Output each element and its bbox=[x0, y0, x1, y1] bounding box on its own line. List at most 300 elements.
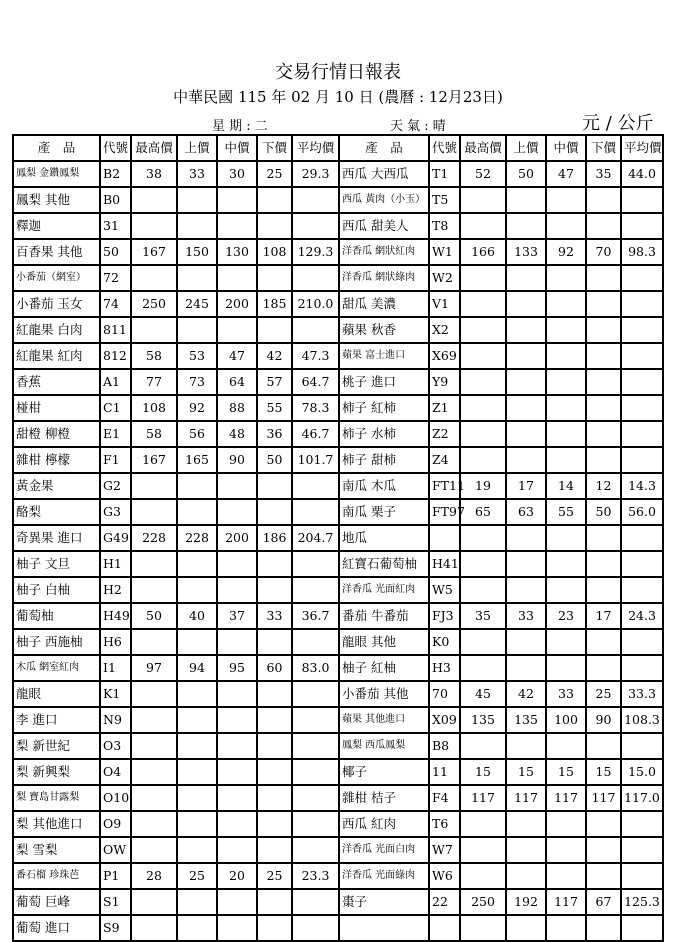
mid-price-cell bbox=[217, 499, 257, 525]
max-price-cell bbox=[460, 837, 506, 863]
upper-price-cell bbox=[177, 499, 217, 525]
max-price-cell: 28 bbox=[131, 863, 177, 889]
column-header: 平均價 bbox=[621, 135, 663, 161]
max-price-cell bbox=[131, 681, 177, 707]
avg-price-cell bbox=[292, 629, 339, 655]
avg-price-cell bbox=[621, 395, 663, 421]
mid-price-cell bbox=[217, 837, 257, 863]
avg-price-cell bbox=[621, 369, 663, 395]
column-header: 下價 bbox=[257, 135, 292, 161]
mid-price-cell bbox=[217, 759, 257, 785]
table-row bbox=[13, 733, 663, 759]
max-price-cell bbox=[460, 395, 506, 421]
lower-price-cell bbox=[586, 655, 621, 681]
code-cell: 11 bbox=[429, 759, 460, 785]
max-price-cell bbox=[131, 811, 177, 837]
unit-label: 元 / 公斤 bbox=[582, 113, 654, 134]
lower-price-cell bbox=[257, 265, 292, 291]
upper-price-cell bbox=[177, 707, 217, 733]
table-row bbox=[13, 421, 663, 447]
upper-price-cell bbox=[506, 655, 546, 681]
mid-price-cell bbox=[217, 317, 257, 343]
product-cell: 柿子 水柿 bbox=[339, 421, 429, 447]
table-row bbox=[13, 239, 663, 265]
max-price-cell: 19 bbox=[460, 473, 506, 499]
mid-price-cell bbox=[217, 187, 257, 213]
code-cell: S9 bbox=[100, 915, 131, 941]
table-row bbox=[13, 395, 663, 421]
code-cell: Z2 bbox=[429, 421, 460, 447]
code-cell: T6 bbox=[429, 811, 460, 837]
mid-price-cell bbox=[546, 343, 586, 369]
product-cell: 洋香瓜 光面白肉 bbox=[339, 837, 429, 863]
lower-price-cell: 42 bbox=[257, 343, 292, 369]
mid-price-cell bbox=[546, 837, 586, 863]
mid-price-cell: 64 bbox=[217, 369, 257, 395]
avg-price-cell: 125.3 bbox=[621, 889, 663, 915]
code-cell: H41 bbox=[429, 551, 460, 577]
column-header: 產 品 bbox=[339, 135, 429, 161]
max-price-cell bbox=[131, 733, 177, 759]
upper-price-cell: 245 bbox=[177, 291, 217, 317]
lower-price-cell bbox=[586, 291, 621, 317]
avg-price-cell: 210.0 bbox=[292, 291, 339, 317]
column-header: 中價 bbox=[217, 135, 257, 161]
upper-price-cell bbox=[506, 915, 546, 941]
product-cell: 鳳梨 西瓜鳳梨 bbox=[339, 733, 429, 759]
code-cell: O3 bbox=[100, 733, 131, 759]
mid-price-cell bbox=[217, 265, 257, 291]
product-cell: 柿子 甜柿 bbox=[339, 447, 429, 473]
lower-price-cell bbox=[586, 447, 621, 473]
mid-price-cell bbox=[546, 213, 586, 239]
mid-price-cell bbox=[546, 447, 586, 473]
lower-price-cell bbox=[586, 525, 621, 551]
avg-price-cell bbox=[292, 187, 339, 213]
avg-price-cell bbox=[292, 681, 339, 707]
mid-price-cell bbox=[546, 317, 586, 343]
product-cell: 柿子 紅柿 bbox=[339, 395, 429, 421]
product-cell: 西瓜 大西瓜 bbox=[339, 161, 429, 187]
table-row bbox=[13, 655, 663, 681]
lower-price-cell bbox=[257, 837, 292, 863]
product-cell: 紅龍果 紅肉 bbox=[13, 343, 100, 369]
avg-price-cell: 23.3 bbox=[292, 863, 339, 889]
product-cell bbox=[339, 915, 429, 941]
code-cell: H3 bbox=[429, 655, 460, 681]
avg-price-cell: 47.3 bbox=[292, 343, 339, 369]
table-row bbox=[13, 707, 663, 733]
max-price-cell bbox=[131, 499, 177, 525]
code-cell: N9 bbox=[100, 707, 131, 733]
max-price-cell: 38 bbox=[131, 161, 177, 187]
lower-price-cell: 25 bbox=[257, 161, 292, 187]
mid-price-cell: 23 bbox=[546, 603, 586, 629]
upper-price-cell bbox=[177, 915, 217, 941]
product-cell: 椰子 bbox=[339, 759, 429, 785]
table-row bbox=[13, 785, 663, 811]
avg-price-cell bbox=[292, 473, 339, 499]
lower-price-cell bbox=[257, 317, 292, 343]
max-price-cell bbox=[460, 343, 506, 369]
report-title: 交易行情日報表 bbox=[275, 62, 401, 83]
lower-price-cell bbox=[257, 473, 292, 499]
max-price-cell: 250 bbox=[131, 291, 177, 317]
mid-price-cell: 55 bbox=[546, 499, 586, 525]
avg-price-cell: 29.3 bbox=[292, 161, 339, 187]
table-row bbox=[13, 317, 663, 343]
upper-price-cell: 50 bbox=[506, 161, 546, 187]
upper-price-cell: 25 bbox=[177, 863, 217, 889]
code-cell: H1 bbox=[100, 551, 131, 577]
avg-price-cell: 36.7 bbox=[292, 603, 339, 629]
code-cell: FT11 bbox=[429, 473, 460, 499]
code-cell: 70 bbox=[429, 681, 460, 707]
avg-price-cell bbox=[621, 577, 663, 603]
max-price-cell bbox=[131, 187, 177, 213]
upper-price-cell bbox=[177, 551, 217, 577]
upper-price-cell bbox=[506, 265, 546, 291]
upper-price-cell bbox=[177, 681, 217, 707]
lower-price-cell bbox=[586, 213, 621, 239]
mid-price-cell bbox=[217, 785, 257, 811]
product-cell: 蘋果 其他進口 bbox=[339, 707, 429, 733]
lower-price-cell: 33 bbox=[257, 603, 292, 629]
column-header: 平均價 bbox=[292, 135, 339, 161]
max-price-cell bbox=[460, 915, 506, 941]
max-price-cell bbox=[131, 473, 177, 499]
upper-price-cell bbox=[506, 551, 546, 577]
product-cell: 梨 雪梨 bbox=[13, 837, 100, 863]
product-cell: 椪柑 bbox=[13, 395, 100, 421]
upper-price-cell bbox=[177, 473, 217, 499]
mid-price-cell: 33 bbox=[546, 681, 586, 707]
max-price-cell bbox=[460, 811, 506, 837]
code-cell: 72 bbox=[100, 265, 131, 291]
avg-price-cell: 64.7 bbox=[292, 369, 339, 395]
code-cell: X2 bbox=[429, 317, 460, 343]
lower-price-cell bbox=[257, 577, 292, 603]
upper-price-cell bbox=[506, 291, 546, 317]
price-table bbox=[12, 134, 664, 942]
max-price-cell: 58 bbox=[131, 421, 177, 447]
upper-price-cell bbox=[177, 213, 217, 239]
product-cell: 雜柑 檸檬 bbox=[13, 447, 100, 473]
table-row bbox=[13, 473, 663, 499]
upper-price-cell bbox=[506, 187, 546, 213]
lower-price-cell bbox=[257, 811, 292, 837]
max-price-cell: 166 bbox=[460, 239, 506, 265]
max-price-cell: 77 bbox=[131, 369, 177, 395]
avg-price-cell: 33.3 bbox=[621, 681, 663, 707]
lower-price-cell bbox=[257, 629, 292, 655]
product-cell: 黃金果 bbox=[13, 473, 100, 499]
product-cell: 木瓜 網室紅肉 bbox=[13, 655, 100, 681]
product-cell: 柚子 西施柚 bbox=[13, 629, 100, 655]
column-header: 最高價 bbox=[131, 135, 177, 161]
avg-price-cell: 78.3 bbox=[292, 395, 339, 421]
code-cell: 31 bbox=[100, 213, 131, 239]
mid-price-cell bbox=[546, 655, 586, 681]
avg-price-cell bbox=[292, 889, 339, 915]
avg-price-cell bbox=[621, 447, 663, 473]
table-row bbox=[13, 187, 663, 213]
max-price-cell bbox=[460, 629, 506, 655]
code-cell: OW bbox=[100, 837, 131, 863]
avg-price-cell bbox=[621, 213, 663, 239]
lower-price-cell: 17 bbox=[586, 603, 621, 629]
code-cell: F4 bbox=[429, 785, 460, 811]
avg-price-cell bbox=[292, 499, 339, 525]
table-row bbox=[13, 759, 663, 785]
lower-price-cell bbox=[257, 707, 292, 733]
mid-price-cell: 117 bbox=[546, 889, 586, 915]
mid-price-cell bbox=[546, 525, 586, 551]
mid-price-cell bbox=[546, 733, 586, 759]
max-price-cell bbox=[131, 629, 177, 655]
code-cell: W6 bbox=[429, 863, 460, 889]
product-cell: 西瓜 黃肉（小玉） bbox=[339, 187, 429, 213]
lower-price-cell bbox=[257, 733, 292, 759]
mid-price-cell bbox=[546, 265, 586, 291]
lower-price-cell bbox=[586, 369, 621, 395]
max-price-cell bbox=[131, 577, 177, 603]
code-cell: X09 bbox=[429, 707, 460, 733]
lower-price-cell: 186 bbox=[257, 525, 292, 551]
code-cell: K0 bbox=[429, 629, 460, 655]
product-cell: 甜瓜 美濃 bbox=[339, 291, 429, 317]
product-cell: 洋香瓜 光面紅肉 bbox=[339, 577, 429, 603]
code-cell: T1 bbox=[429, 161, 460, 187]
mid-price-cell: 37 bbox=[217, 603, 257, 629]
product-cell: 甜橙 柳橙 bbox=[13, 421, 100, 447]
lower-price-cell: 67 bbox=[586, 889, 621, 915]
upper-price-cell bbox=[177, 265, 217, 291]
code-cell: Z1 bbox=[429, 395, 460, 421]
lower-price-cell bbox=[257, 681, 292, 707]
max-price-cell bbox=[131, 785, 177, 811]
max-price-cell bbox=[460, 577, 506, 603]
upper-price-cell bbox=[177, 577, 217, 603]
mid-price-cell bbox=[217, 213, 257, 239]
mid-price-cell: 130 bbox=[217, 239, 257, 265]
max-price-cell bbox=[460, 447, 506, 473]
avg-price-cell bbox=[621, 291, 663, 317]
lower-price-cell: 108 bbox=[257, 239, 292, 265]
code-cell: E1 bbox=[100, 421, 131, 447]
upper-price-cell: 17 bbox=[506, 473, 546, 499]
max-price-cell bbox=[460, 265, 506, 291]
product-cell: 龍眼 bbox=[13, 681, 100, 707]
table-row bbox=[13, 577, 663, 603]
table-row bbox=[13, 291, 663, 317]
max-price-cell bbox=[131, 915, 177, 941]
column-header: 最高價 bbox=[460, 135, 506, 161]
max-price-cell: 167 bbox=[131, 239, 177, 265]
mid-price-cell: 47 bbox=[217, 343, 257, 369]
product-cell: 雜柑 桔子 bbox=[339, 785, 429, 811]
max-price-cell: 108 bbox=[131, 395, 177, 421]
upper-price-cell bbox=[177, 759, 217, 785]
lower-price-cell: 55 bbox=[257, 395, 292, 421]
table-row bbox=[13, 629, 663, 655]
lower-price-cell bbox=[257, 759, 292, 785]
upper-price-cell bbox=[506, 343, 546, 369]
upper-price-cell: 15 bbox=[506, 759, 546, 785]
code-cell: B8 bbox=[429, 733, 460, 759]
mid-price-cell bbox=[546, 187, 586, 213]
avg-price-cell bbox=[621, 837, 663, 863]
product-cell: 鳳梨 金鑽鳳梨 bbox=[13, 161, 100, 187]
product-cell: 梨 寶島甘露梨 bbox=[13, 785, 100, 811]
mid-price-cell bbox=[217, 707, 257, 733]
upper-price-cell: 165 bbox=[177, 447, 217, 473]
avg-price-cell bbox=[292, 213, 339, 239]
avg-price-cell bbox=[292, 265, 339, 291]
upper-price-cell bbox=[177, 629, 217, 655]
product-cell: 梨 新世紀 bbox=[13, 733, 100, 759]
avg-price-cell bbox=[621, 733, 663, 759]
max-price-cell: 15 bbox=[460, 759, 506, 785]
lower-price-cell bbox=[257, 889, 292, 915]
max-price-cell: 228 bbox=[131, 525, 177, 551]
weather-label: 天 氣 : 晴 bbox=[390, 119, 446, 134]
column-header: 下價 bbox=[586, 135, 621, 161]
product-cell: 鳳梨 其他 bbox=[13, 187, 100, 213]
code-cell: FJ3 bbox=[429, 603, 460, 629]
max-price-cell bbox=[460, 317, 506, 343]
mid-price-cell: 88 bbox=[217, 395, 257, 421]
code-cell: Y9 bbox=[429, 369, 460, 395]
lower-price-cell: 12 bbox=[586, 473, 621, 499]
avg-price-cell: 46.7 bbox=[292, 421, 339, 447]
max-price-cell bbox=[460, 551, 506, 577]
avg-price-cell bbox=[292, 317, 339, 343]
mid-price-cell: 200 bbox=[217, 525, 257, 551]
mid-price-cell bbox=[546, 577, 586, 603]
product-cell: 小番茄 其他 bbox=[339, 681, 429, 707]
upper-price-cell bbox=[506, 629, 546, 655]
upper-price-cell: 33 bbox=[506, 603, 546, 629]
avg-price-cell: 14.3 bbox=[621, 473, 663, 499]
mid-price-cell bbox=[546, 863, 586, 889]
upper-price-cell: 192 bbox=[506, 889, 546, 915]
product-cell: 葡萄 巨峰 bbox=[13, 889, 100, 915]
max-price-cell bbox=[131, 213, 177, 239]
lower-price-cell bbox=[586, 395, 621, 421]
table-row bbox=[13, 161, 663, 187]
product-cell: 棗子 bbox=[339, 889, 429, 915]
table-row bbox=[13, 915, 663, 941]
mid-price-cell: 117 bbox=[546, 785, 586, 811]
code-cell: W2 bbox=[429, 265, 460, 291]
lower-price-cell: 60 bbox=[257, 655, 292, 681]
code-cell: A1 bbox=[100, 369, 131, 395]
max-price-cell bbox=[460, 733, 506, 759]
table-row bbox=[13, 265, 663, 291]
lower-price-cell bbox=[586, 551, 621, 577]
upper-price-cell bbox=[177, 317, 217, 343]
lower-price-cell bbox=[586, 629, 621, 655]
mid-price-cell bbox=[217, 733, 257, 759]
avg-price-cell bbox=[621, 629, 663, 655]
lower-price-cell: 70 bbox=[586, 239, 621, 265]
avg-price-cell: 108.3 bbox=[621, 707, 663, 733]
upper-price-cell bbox=[506, 395, 546, 421]
product-cell: 地瓜 bbox=[339, 525, 429, 551]
code-cell: C1 bbox=[100, 395, 131, 421]
code-cell: S1 bbox=[100, 889, 131, 915]
upper-price-cell bbox=[506, 447, 546, 473]
avg-price-cell bbox=[621, 421, 663, 447]
product-cell: 百香果 其他 bbox=[13, 239, 100, 265]
mid-price-cell: 30 bbox=[217, 161, 257, 187]
lower-price-cell bbox=[586, 317, 621, 343]
product-cell: 蘋果 秋香 bbox=[339, 317, 429, 343]
lower-price-cell bbox=[257, 785, 292, 811]
code-cell bbox=[429, 525, 460, 551]
mid-price-cell: 20 bbox=[217, 863, 257, 889]
mid-price-cell bbox=[217, 473, 257, 499]
upper-price-cell: 94 bbox=[177, 655, 217, 681]
product-cell: 小番茄 玉女 bbox=[13, 291, 100, 317]
lower-price-cell: 185 bbox=[257, 291, 292, 317]
code-cell: O4 bbox=[100, 759, 131, 785]
upper-price-cell bbox=[506, 525, 546, 551]
upper-price-cell: 135 bbox=[506, 707, 546, 733]
max-price-cell bbox=[460, 291, 506, 317]
avg-price-cell: 101.7 bbox=[292, 447, 339, 473]
avg-price-cell bbox=[621, 811, 663, 837]
code-cell: G2 bbox=[100, 473, 131, 499]
max-price-cell bbox=[460, 655, 506, 681]
table-body bbox=[13, 161, 663, 941]
lower-price-cell: 50 bbox=[586, 499, 621, 525]
avg-price-cell bbox=[292, 733, 339, 759]
max-price-cell bbox=[460, 863, 506, 889]
code-cell: W7 bbox=[429, 837, 460, 863]
mid-price-cell: 92 bbox=[546, 239, 586, 265]
avg-price-cell bbox=[621, 915, 663, 941]
avg-price-cell bbox=[621, 187, 663, 213]
max-price-cell bbox=[131, 317, 177, 343]
max-price-cell: 167 bbox=[131, 447, 177, 473]
lower-price-cell bbox=[586, 837, 621, 863]
product-cell: 小番茄（網室） bbox=[13, 265, 100, 291]
max-price-cell bbox=[460, 369, 506, 395]
max-price-cell bbox=[131, 551, 177, 577]
upper-price-cell bbox=[506, 213, 546, 239]
mid-price-cell bbox=[546, 551, 586, 577]
max-price-cell: 58 bbox=[131, 343, 177, 369]
table-row bbox=[13, 343, 663, 369]
avg-price-cell bbox=[621, 265, 663, 291]
product-cell: 西瓜 甜美人 bbox=[339, 213, 429, 239]
product-cell: 番石榴 珍珠芭 bbox=[13, 863, 100, 889]
lower-price-cell: 36 bbox=[257, 421, 292, 447]
mid-price-cell: 95 bbox=[217, 655, 257, 681]
mid-price-cell: 47 bbox=[546, 161, 586, 187]
report-date: 中華民國 115 年 02 月 10 日 (農曆 : 12月23日) bbox=[173, 88, 503, 106]
product-cell: 南瓜 栗子 bbox=[339, 499, 429, 525]
mid-price-cell: 14 bbox=[546, 473, 586, 499]
lower-price-cell bbox=[586, 265, 621, 291]
product-cell: 柚子 紅柚 bbox=[339, 655, 429, 681]
lower-price-cell bbox=[586, 577, 621, 603]
column-header: 中價 bbox=[546, 135, 586, 161]
upper-price-cell bbox=[506, 317, 546, 343]
upper-price-cell bbox=[506, 811, 546, 837]
